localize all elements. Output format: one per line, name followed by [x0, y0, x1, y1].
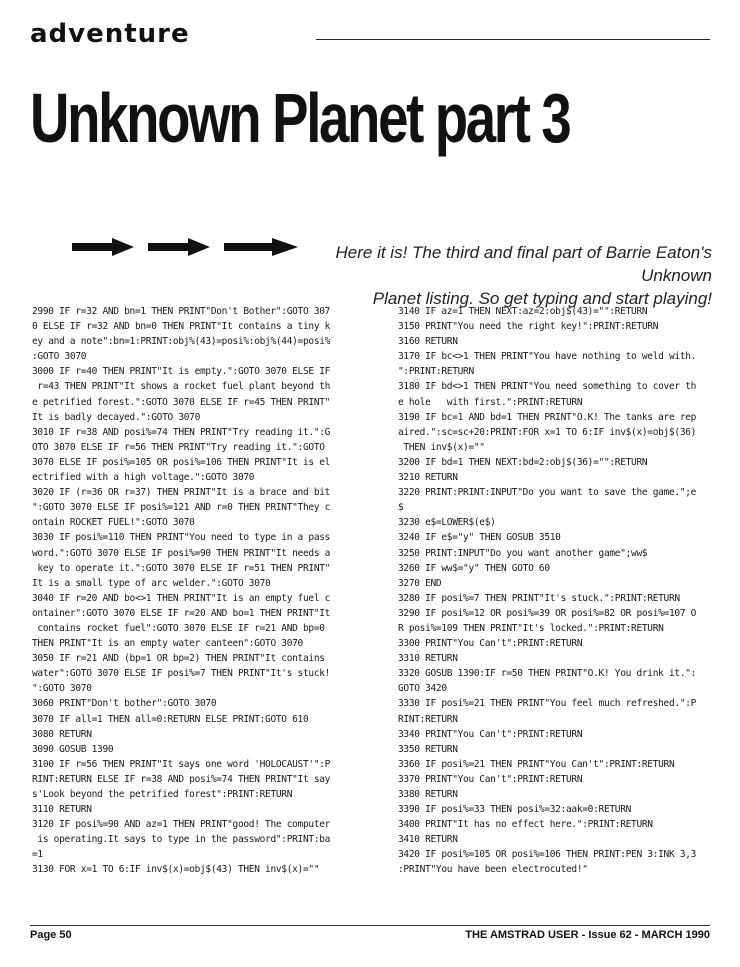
code-line: is operating.It says to type in the password":PRINT:ba	[32, 834, 331, 846]
code-line: THEN inv$(x)=""	[398, 441, 485, 453]
code-line: s'Look beyond the petrified forest":PRINT:RETURN	[32, 789, 293, 800]
code-line: 3010 IF r=38 AND posi%=74 THEN PRINT"Try reading it.":G	[32, 426, 331, 438]
code-line: 3030 IF posi%=110 THEN PRINT"You need to type in a pass	[32, 532, 331, 544]
code-line: ":GOTO 3070	[32, 683, 92, 695]
code-line: :PRINT"You have been electrocuted!"	[398, 864, 588, 876]
code-line: e hole with first.":PRINT:RETURN	[398, 396, 583, 408]
code-line: 3180 IF bd<>1 THEN PRINT"You need something to cover th	[398, 381, 697, 393]
section-label: adventure	[30, 19, 190, 49]
code-line: 3310 RETURN	[398, 653, 458, 665]
code-line: 3070 ELSE IF posi%=105 OR posi%=106 THEN PRINT"It is el	[32, 456, 331, 468]
code-line: 3130 FOR x=1 TO 6:IF inv$(x)=obj$(43) THEN inv$(x)=""	[32, 864, 320, 876]
arrow-icon	[148, 238, 210, 256]
code-line: 2990 IF r=32 AND bn=1 THEN PRINT"Don't Bother":GOTO 307	[32, 306, 331, 317]
code-line: contains rocket fuel":GOTO 3070 ELSE IF r=21 AND bp=0	[32, 622, 325, 634]
code-line: 3110 RETURN	[32, 804, 92, 816]
code-line: 3170 IF bc<>1 THEN PRINT"You have nothing to weld with.	[398, 351, 697, 363]
code-line: 3240 IF e$="y" THEN GOSUB 3510	[398, 532, 561, 544]
code-line: 3300 PRINT"You Can't":PRINT:RETURN	[398, 638, 583, 650]
code-line: OTO 3070 ELSE IF r=56 THEN PRINT"Try reading it.":GOTO	[32, 441, 325, 453]
code-line: ontain ROCKET FUEL!":GOTO 3070	[32, 517, 195, 529]
code-line: 3370 PRINT"You Can't":PRINT:RETURN	[398, 773, 583, 785]
code-line: RINT:RETURN ELSE IF r=38 AND posi%=74 THEN PRINT"It say	[32, 773, 331, 785]
section-divider	[316, 39, 710, 40]
page-number: Page 50	[30, 929, 72, 941]
intro-line: Here it is! The third and final part of Barrie Eaton's Unknown	[335, 243, 712, 285]
arrow-icon	[224, 238, 298, 256]
article-title: Unknown Planet part 3	[30, 79, 570, 157]
code-line: 3410 RETURN	[398, 834, 458, 846]
code-line: 3000 IF r=40 THEN PRINT"It is empty.":GOTO 3070 ELSE IF	[32, 366, 331, 378]
code-line: GOTO 3420	[398, 683, 447, 695]
section-header	[30, 19, 710, 52]
code-line: ":PRINT:RETURN	[398, 366, 474, 378]
code-line: 3390 IF posi%=33 THEN posi%=32:aak=0:RETURN	[398, 804, 632, 816]
code-line: 3190 IF bc=1 AND bd=1 THEN PRINT"O.K! The tanks are rep	[398, 411, 697, 423]
code-line: 3380 RETURN	[398, 789, 458, 800]
code-line: ectrified with a high voltage.":GOTO 3070	[32, 472, 255, 484]
code-line: 3210 RETURN	[398, 472, 458, 484]
footer-divider	[30, 925, 710, 926]
code-line: 3350 RETURN	[398, 743, 458, 755]
code-line: 3420 IF posi%=105 OR posi%=106 THEN PRINT:PEN 3:INK 3,3	[398, 849, 697, 861]
arrow-icon	[72, 238, 134, 256]
code-line: 3090 GOSUB 1390	[32, 743, 114, 755]
code-line: 3260 IF ww$="y" THEN GOTO 60	[398, 562, 550, 574]
code-line: 3060 PRINT"Don't bother":GOTO 3070	[32, 698, 217, 710]
code-line: THEN PRINT"It is an empty water canteen":GOTO 3070	[32, 638, 303, 650]
code-line: 3270 END	[398, 577, 442, 589]
intro-text	[310, 241, 712, 310]
magazine-issue: THE AMSTRAD USER - Issue 62 - MARCH 1990	[465, 929, 710, 941]
code-line: 3150 PRINT"You need the right key!":PRINT:RETURN	[398, 321, 659, 333]
code-line: 3330 IF posi%=21 THEN PRINT"You feel much refreshed.":P	[398, 698, 697, 710]
arrow-decoration	[72, 238, 304, 256]
code-line: :GOTO 3070	[32, 351, 87, 363]
code-line: 3220 PRINT:PRINT:INPUT"Do you want to save the game.";e	[398, 487, 697, 499]
code-line: 3140 IF az=1 THEN NEXT:az=2:obj$(43)="":RETURN	[398, 306, 648, 317]
code-line: 3340 PRINT"You Can't":PRINT:RETURN	[398, 728, 583, 740]
code-line: 3320 GOSUB 1390:IF r=50 THEN PRINT"O.K! You drink it.":	[398, 668, 697, 680]
code-line: 3050 IF r=21 AND (bp=1 OR bp=2) THEN PRINT"It contains	[32, 653, 325, 665]
code-line: RINT:RETURN	[398, 713, 458, 725]
code-line: It is a small type of arc welder.":GOTO 3070	[32, 577, 271, 589]
code-line: 3400 PRINT"It has no effect here.":PRINT:RETURN	[398, 819, 653, 831]
code-line: 3200 IF bd=1 THEN NEXT:bd=2:obj$(36)="":RETURN	[398, 456, 648, 468]
code-line: ey and a note":bn=1:PRINT:obj%(43)=posi%:obj%(44)=posi%	[32, 336, 331, 348]
code-line: word.":GOTO 3070 ELSE IF posi%=90 THEN PRINT"It needs a	[32, 547, 331, 559]
listing-right-column	[398, 304, 716, 878]
code-line: key to operate it.":GOTO 3070 ELSE IF r=51 THEN PRINT"	[32, 562, 331, 574]
code-line: 3250 PRINT:INPUT"Do you want another game";ww$	[398, 547, 648, 559]
code-line: 3100 IF r=56 THEN PRINT"It says one word 'HOLOCAUST'":P	[32, 758, 331, 770]
code-line: 3040 IF r=20 AND bo<>1 THEN PRINT"It is an empty fuel c	[32, 592, 331, 604]
code-line: aired.":sc=sc+20:PRINT:FOR x=1 TO 6:IF inv$(x)=obj$(36)	[398, 426, 697, 438]
code-line: $	[398, 502, 404, 514]
code-line: water":GOTO 3070 ELSE IF posi%=7 THEN PRINT"It's stuck!	[32, 668, 331, 680]
code-line: =1	[32, 849, 43, 861]
code-line: 3280 IF posi%=7 THEN PRINT"It's stuck.":PRINT:RETURN	[398, 592, 680, 604]
code-line: 3020 IF (r=36 OR r=37) THEN PRINT"It is a brace and bit	[32, 487, 331, 499]
code-line: 3230 e$=LOWER$(e$)	[398, 517, 496, 529]
code-line: r=43 THEN PRINT"It shows a rocket fuel plant beyond th	[32, 381, 331, 393]
code-line: ":GOTO 3070 ELSE IF posi%=121 AND r=0 THEN PRINT"They c	[32, 502, 331, 514]
code-line: 3360 IF posi%=21 THEN PRINT"You Can't":PRINT:RETURN	[398, 758, 675, 770]
code-line: 3120 IF posi%=90 AND az=1 THEN PRINT"good! The computer	[32, 819, 331, 831]
code-line: 0 ELSE IF r=32 AND bn=0 THEN PRINT"It contains a tiny k	[32, 321, 331, 333]
intro-line: Planet listing. So get typing and start playing!	[372, 289, 712, 308]
code-line: 3070 IF all=1 THEN all=0:RETURN ELSE PRINT:GOTO 610	[32, 713, 309, 725]
listing-left-column	[32, 304, 374, 878]
code-line: 3080 RETURN	[32, 728, 92, 740]
code-line: e petrified forest.":GOTO 3070 ELSE IF r=45 THEN PRINT"	[32, 396, 331, 408]
code-line: It is badly decayed.":GOTO 3070	[32, 411, 201, 423]
code-line: R posi%=109 THEN PRINT"It's locked.":PRINT:RETURN	[398, 622, 664, 634]
code-line: ontainer":GOTO 3070 ELSE IF r=20 AND bo=1 THEN PRINT"It	[32, 607, 331, 619]
code-line: 3290 IF posi%=12 OR posi%=39 OR posi%=82 OR posi%=107 O	[398, 607, 697, 619]
code-line: 3160 RETURN	[398, 336, 458, 348]
